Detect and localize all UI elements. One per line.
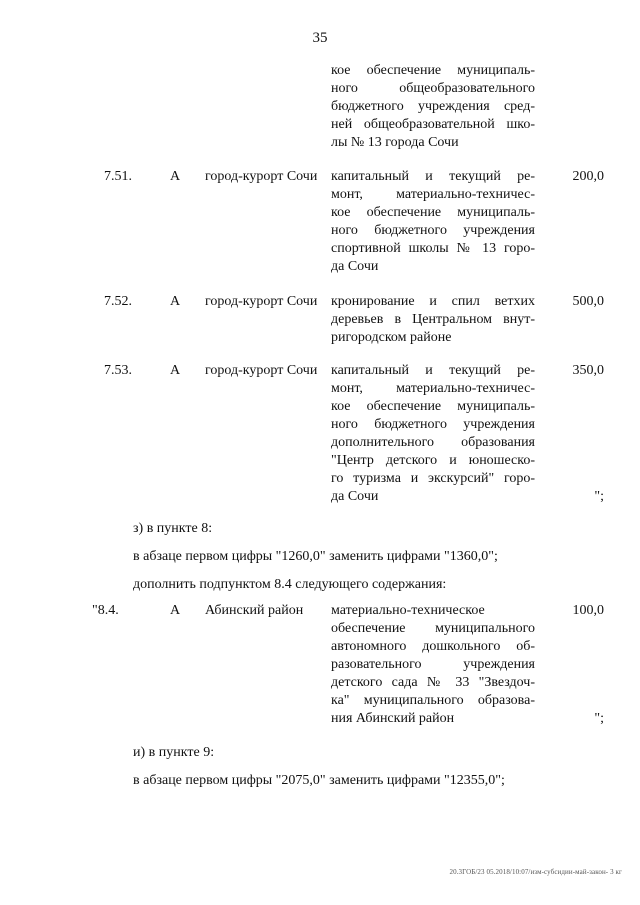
description-line: ней общеобразовательной шко- (331, 117, 535, 132)
description-line: "Центр детского и юношеско- (331, 453, 535, 468)
description-line: ригородском районе (331, 330, 452, 345)
description-line: спортивной школы № 13 горо- (331, 241, 535, 256)
row-amount: 200,0 (572, 169, 604, 184)
description-line: кое обеспечение муниципаль- (331, 205, 535, 220)
row-number: "8.4. (92, 603, 119, 618)
description-line: ка" муниципального образова- (331, 693, 535, 708)
paragraph-replace-9: в абзаце первом цифры "2075,0" заменить цифрами "12355,0"; (133, 773, 505, 788)
description-line: дополнительного образования (331, 435, 535, 450)
row-category: А (170, 603, 181, 618)
description-line: деревьев в Центральном внут- (331, 312, 535, 327)
row-description (331, 362, 535, 506)
row-number: 7.51. (104, 169, 132, 184)
paragraph-item-z: з) в пункте 8: (133, 521, 213, 536)
row-territory: Абинский район (205, 603, 304, 618)
paragraph-item-i: и) в пункте 9: (133, 745, 215, 760)
paragraph-add-subitem: дополнить подпунктом 8.4 следующего содержания: (133, 577, 447, 592)
row-number: 7.53. (104, 363, 132, 378)
description-line: автономного дошкольного об- (331, 639, 535, 654)
closing-quote: "; (594, 489, 604, 504)
paragraph-replace-8: в абзаце первом цифры "1260,0" заменить цифрами "1360,0"; (133, 549, 498, 564)
row-territory: город-курорт Сочи (205, 363, 318, 378)
description-line: монт, материально-техничес- (331, 187, 535, 202)
description-line: ного общеобразовательного (331, 81, 535, 96)
description-line: обеспечение муниципального (331, 621, 535, 636)
row-category: А (170, 169, 181, 184)
description-line: материально-техническое (331, 603, 485, 618)
continuation-description (331, 62, 535, 152)
closing-quote: "; (594, 711, 604, 726)
row-amount: 500,0 (572, 294, 604, 309)
row-amount: 350,0 (572, 363, 604, 378)
page-number: 35 (312, 30, 328, 46)
description-line: го туризма и экскурсий" горо- (331, 471, 535, 486)
description-line: ного бюджетного учреждения (331, 417, 535, 432)
description-line: да Сочи (331, 259, 379, 274)
description-line: лы № 13 города Сочи (331, 135, 459, 150)
row-number: 7.52. (104, 294, 132, 309)
description-line: капитальный и текущий ре- (331, 363, 535, 378)
description-line: да Сочи (331, 489, 379, 504)
row-description (331, 602, 535, 728)
row-description (331, 293, 535, 347)
description-line: ного бюджетного учреждения (331, 223, 535, 238)
description-line: ния Абинский район (331, 711, 455, 726)
row-category: А (170, 294, 181, 309)
description-line: кронирование и спил ветхих (331, 294, 535, 309)
description-line: капитальный и текущий ре- (331, 169, 535, 184)
row-amount: 100,0 (572, 603, 604, 618)
row-territory: город-курорт Сочи (205, 294, 318, 309)
description-line: кое обеспечение муниципаль- (331, 399, 535, 414)
footer-file-stamp: 20.3ГОБ/23 05.2018/10:07/изм-субсидии-май-закон- 3 кг (449, 868, 622, 876)
description-line: кое обеспечение муниципаль- (331, 63, 535, 78)
description-line: детского сада № 33 "Звездоч- (331, 675, 535, 690)
description-line: бюджетного учреждения сред- (331, 99, 535, 114)
description-line: монт, материально-техничес- (331, 381, 535, 396)
row-description (331, 168, 535, 276)
row-territory: город-курорт Сочи (205, 169, 318, 184)
description-line: разовательного учреждения (331, 657, 535, 672)
row-category: А (170, 363, 181, 378)
